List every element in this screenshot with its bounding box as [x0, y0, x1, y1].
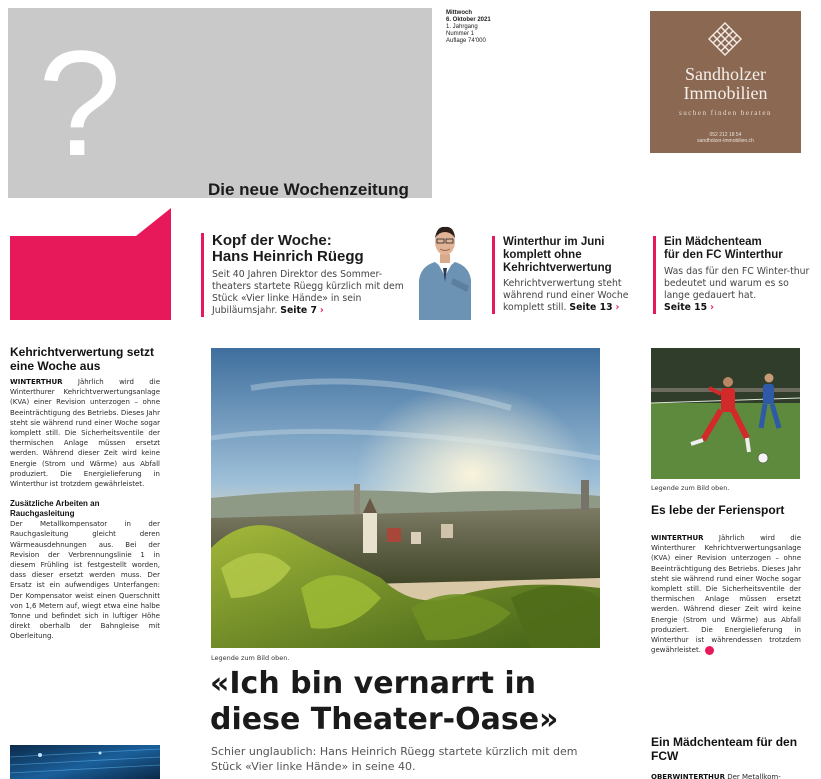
article-body-text: Jährlich wird die Winterthurer Kehrichtverwertungsanlage (KVA) einer Revision unterzogen – ohne Beeinträchtigung des Betriebs. Dieses Jahr steht sie während rund einer Woche sogar komplett still. Die Sicherheitsventile der thermischen Anlage müssen ersetzt werden. Während dieser Zeit wird keine Energie (Strom und Wärme) aus Abfall produziert. Die Energielieferung in Winterthur ist währendessen trotzdem gewährleistet. [651, 534, 801, 655]
teaser-text [212, 269, 411, 317]
article-maedchenteam-fcw [651, 735, 801, 779]
diamond-lattice-icon [707, 21, 743, 57]
teaser-kehrichtverwertung[interactable] [492, 236, 642, 314]
right-photo-caption: Legende zum Bild oben. [651, 484, 730, 492]
issue-circulation: Auflage 74'000 [446, 38, 486, 44]
end-mark-icon [705, 646, 714, 655]
teaser-title-line1: Ein Mädchenteam [664, 236, 762, 248]
article-body-2: Der Metallkompensator in der Rauchgasleitung gleicht deren Wärmeausdehnungen aus. Bei der Revision der Verbrennungslinie 1 in diesem Frühling ist festgestellt worden, dass dieser ersetzt werden muss. Der Ersatz ist ein aufwendiges Unterfangen: Der Kompensator weist einen Querschnitt von 1,6 Metern auf, wiegt etwa eine halbe Tonne und befindet sich in luftiger Höhe direkt oberhalb der Bahngleise mit Oberleitung. [10, 520, 160, 641]
main-headline-line1: «Ich bin vernarrt in [210, 666, 537, 701]
teaser-kopf-der-woche[interactable] [201, 233, 411, 317]
article-headline: Ein Mädchenteam für den FCW [651, 735, 798, 763]
teaser-page-ref[interactable]: Seite 7 [280, 305, 317, 316]
article-body-text: Jährlich wird die Winterthurer Kehrichtverwertungsanlage (KVA) einer Revision unterzogen – ohne Beeinträchtigung des Betriebs. Dieses Jahr steht sie während rund einer Woche sogar komplett still. Die Sicherheitsventile der thermischen Anlage müssen ersetzt werden. Während dieser Zeit wird keine Energie (Strom und Wärme) aus Abfall produziert. Die Energielieferung in Winterthur ist trotzdem gewährleistet. [10, 378, 160, 489]
teaser-text [503, 278, 642, 314]
issue-info [446, 10, 491, 45]
article-feriensport [651, 503, 801, 655]
article-headline: Es lebe der Feriensport [651, 503, 785, 517]
teaser-title: Winterthur im Juni komplett ohne Kehrichtverwertung [503, 236, 612, 274]
red-speech-shape [10, 208, 171, 320]
issue-day: Mittwoch [446, 10, 472, 16]
teaser-title [664, 236, 813, 262]
ad-name-line2: Immobilien [683, 83, 768, 103]
article-subhead: Zusätzliche Arbeiten an Rauchgasleitung [10, 499, 100, 519]
article-kicker: OBERWINTERTHUR [651, 773, 725, 779]
article-headline: Kehrichtverwertung setzt eine Woche aus [10, 345, 155, 373]
ad-contact [650, 132, 801, 144]
masthead-logo [8, 8, 432, 198]
ad-phone: 052 212 18 54 [709, 132, 742, 138]
teaser-title-line2: für den FC Winterthur [664, 249, 783, 261]
ad-slogan: suchen finden beraten [679, 109, 772, 117]
teaser-page-ref[interactable]: Seite 15 [664, 302, 708, 313]
ad-company-name [650, 65, 801, 103]
teaser-text [664, 266, 813, 314]
teaser-title-line1: Kopf der Woche: [212, 232, 332, 249]
teaser-title [212, 233, 411, 265]
article-body [10, 377, 160, 489]
chevron-right-icon: › [710, 302, 714, 313]
left-article-image [10, 745, 160, 779]
article-kicker: WINTERTHUR [651, 534, 704, 542]
article-kicker: WINTERTHUR [10, 378, 63, 386]
sandholzer-ad[interactable] [650, 11, 801, 153]
ad-website[interactable]: sandholzer-immobilien.ch [697, 138, 754, 144]
issue-date: 6. Oktober 2021 [446, 17, 491, 23]
portrait-hans-heinrich-ruegg [413, 220, 477, 320]
ad-name-line1: Sandholzer [685, 64, 766, 84]
article-body [651, 533, 801, 655]
main-headline[interactable] [210, 666, 610, 738]
chevron-right-icon: › [615, 302, 620, 313]
logo-question-mark: ? [38, 19, 122, 187]
football-players-photo [651, 348, 800, 479]
main-photo-caption: Legende zum Bild oben. [211, 654, 290, 662]
main-photo-winterthur-vineyard [211, 348, 600, 648]
article-body [651, 772, 801, 779]
teaser-title-line2: Hans Heinrich Rüegg [212, 248, 364, 265]
issue-number: Nummer 1 [446, 31, 475, 37]
chevron-right-icon: › [319, 305, 324, 316]
teaser-body: Kehrichtverwertung steht während rund einer Woche komplett still. [503, 278, 629, 313]
teaser-body: Seit 40 Jahren Direktor des Sommer-theaters startete Rüegg kürzlich mit dem Stück «Vier linke Hände» in sein Jubiläumsjahr. [212, 269, 404, 316]
main-headline-line2: diese Theater-Oase» [210, 702, 559, 737]
main-lead: Schier unglaublich: Hans Heinrich Rüegg startete kürzlich mit dem Stück «Vier linke Hände» in seine 40. [211, 745, 578, 773]
teaser-maedchenteam[interactable] [653, 236, 813, 314]
masthead-tagline: Die neue Wochenzeitung [208, 180, 409, 199]
teaser-body: Was das für den FC Winter-thur bedeutet und warum es so lange gedauert hat. [664, 266, 810, 301]
article-kehrichtverwertung [10, 345, 160, 642]
teaser-page-ref[interactable]: Seite 13 [569, 302, 613, 313]
article-body-text: Der Metallkom- [727, 773, 781, 779]
issue-volume: 1. Jahrgang [446, 24, 478, 30]
